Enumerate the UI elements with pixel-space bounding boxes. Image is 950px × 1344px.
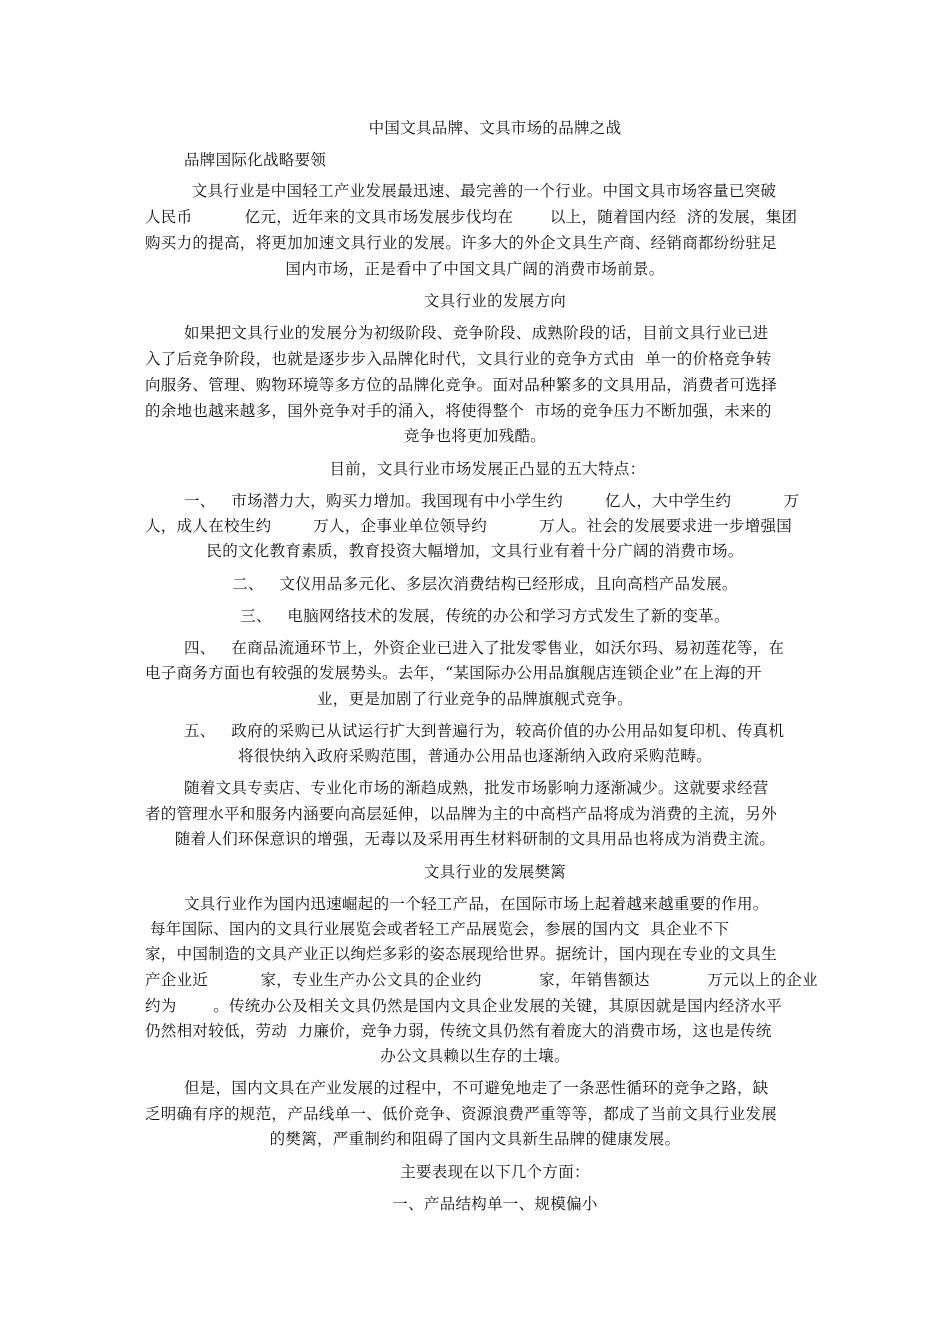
features-title: 目前，文具行业市场发展正凸显的五大特点： bbox=[329, 460, 646, 478]
feature1-line-1: 一、 市场潜力大，购买力增加。我国现有中小学生约 亿人，大中学生约 万 bbox=[184, 492, 800, 510]
intro-line-4: 国内市场，正是看中了中国文具广阔的消费市场前景。 bbox=[285, 260, 665, 278]
section2-line-4: 产企业近 家，专业生产办公文具的企业约 家，年销售额达 万元以上的企业 bbox=[145, 971, 818, 989]
problem-line-1: 但是，国内文具在产业发展的过程中，不可避免地走了一条恶性循环的竞争之路，缺 bbox=[184, 1079, 769, 1097]
feature4-line-1: 四、 在商品流通环节上，外资企业已进入了批发零售业，如沃尔玛、易初莲花等，在 bbox=[184, 639, 785, 657]
document-title: 中国文具品牌、文具市场的品牌之战 bbox=[368, 119, 622, 137]
trend-line-1: 随着文具专卖店、专业化市场的渐趋成熟，批发市场影响力逐渐减少。这就要求经营 bbox=[184, 779, 769, 797]
section1-line-5: 竞争也将更加残酷。 bbox=[403, 427, 547, 445]
section2-line-3: 家，中国制造的文具产业正以绚烂多彩的姿态展现给世界。据统计，国内现在专业的文具生 bbox=[145, 945, 778, 963]
aspects-title: 主要表现在以下几个方面： bbox=[400, 1163, 590, 1181]
section1-line-1: 如果把文具行业的发展分为初级阶段、竞争阶段、成熟阶段的话，目前文具行业已进 bbox=[184, 324, 769, 342]
feature1-line-2: 人，成人在校生约 万人，企事业单位领导约 万人。社会的发展要求进一步增强国 bbox=[145, 517, 793, 535]
trend-line-2: 者的管理水平和服务内涵要向高层延伸，以品牌为主的中高档产品将成为消费的主流，另外 bbox=[145, 805, 778, 823]
aspect1-heading: 一、产品结构单一、规模偏小 bbox=[392, 1195, 598, 1213]
section2-line-2: 每年国际、国内的文具行业展览会或者轻工产品展览会，参展的国内文 具企业不下 bbox=[150, 920, 730, 938]
feature5-line-2: 将很快纳入政府采购范围，普通办公用品也逐渐纳入政府采购范畴。 bbox=[237, 747, 712, 765]
section1-title: 文具行业的发展方向 bbox=[423, 292, 567, 310]
intro-line-3: 购买力的提高，将更加加速文具行业的发展。许多大的外企文具生产商、经销商都纷纷驻足 bbox=[145, 234, 778, 252]
feature4-line-3: 业，更是加剧了行业竞争的品牌旗舰式竞争。 bbox=[316, 690, 633, 708]
section1-line-4: 的余地也越来越多，国外竞争对手的涌入，将使得整个 市场的竞争压力不断加强，未来的 bbox=[145, 402, 772, 420]
feature4-line-2: 电子商务方面也有较强的发展势头。去年，“某国际办公用品旗舰店连锁企业”在上海的开 bbox=[145, 664, 762, 682]
feature3: 三、 电脑网络技术的发展，传统的办公和学习方式发生了新的变革。 bbox=[240, 607, 730, 625]
section2-line-6: 仍然相对较低，劳动 力廉价，竞争力弱，传统文具仍然有着庞大的消费市场，这也是传统 bbox=[145, 1022, 772, 1040]
problem-line-2: 乏明确有序的规范，产品线单一、低价竞争、资源浪费严重等等，都成了当前文具行业发展 bbox=[145, 1105, 778, 1123]
feature1-line-3: 民的文化教育素质，教育投资大幅增加，文具行业有着十分广阔的消费市场。 bbox=[206, 542, 744, 560]
problem-line-3: 的樊篱，严重制约和阻碍了国内文具新生品牌的健康发展。 bbox=[269, 1130, 681, 1148]
section2-line-1: 文具行业作为国内迅速崛起的一个轻工产品，在国际市场上起着越来越重要的作用。 bbox=[184, 895, 769, 913]
trend-line-3: 随着人们环保意识的增强，无毒以及采用再生材料研制的文具用品也将成为消费主流。 bbox=[174, 830, 776, 848]
section1-line-2: 入了后竞争阶段，也就是逐步步入品牌化时代，文具行业的竞争方式由 单一的价格竞争转 bbox=[145, 350, 772, 368]
intro-line-2: 人民币 亿元，近年来的文具市场发展步伐均在 以上，随着国内经 济的发展，集团 bbox=[145, 208, 798, 226]
section1-line-3: 向服务、管理、购物环境等多方位的品牌化竞争。面对品种繁多的文具用品，消费者可选择 bbox=[145, 376, 778, 394]
intro-line-1: 文具行业是中国轻工产业发展最迅速、最完善的一个行业。中国文具市场容量已突破 bbox=[191, 182, 777, 200]
document-subtitle: 品牌国际化战略要领 bbox=[184, 151, 327, 169]
section2-title: 文具行业的发展樊篱 bbox=[423, 863, 567, 881]
feature2: 二、 文仪用品多元化、多层次消费结构已经形成，且向高档产品发展。 bbox=[232, 575, 738, 593]
section2-line-7: 办公文具赖以生存的土壤。 bbox=[380, 1047, 570, 1065]
section2-line-5: 约为 。传统办公及相关文具仍然是国内文具企业发展的关键，其原因就是国内经济水平 bbox=[145, 997, 782, 1015]
feature5-line-1: 五、 政府的采购已从试运行扩大到普遍行为，较高价值的办公用品如复印机、传真机 bbox=[184, 722, 785, 740]
